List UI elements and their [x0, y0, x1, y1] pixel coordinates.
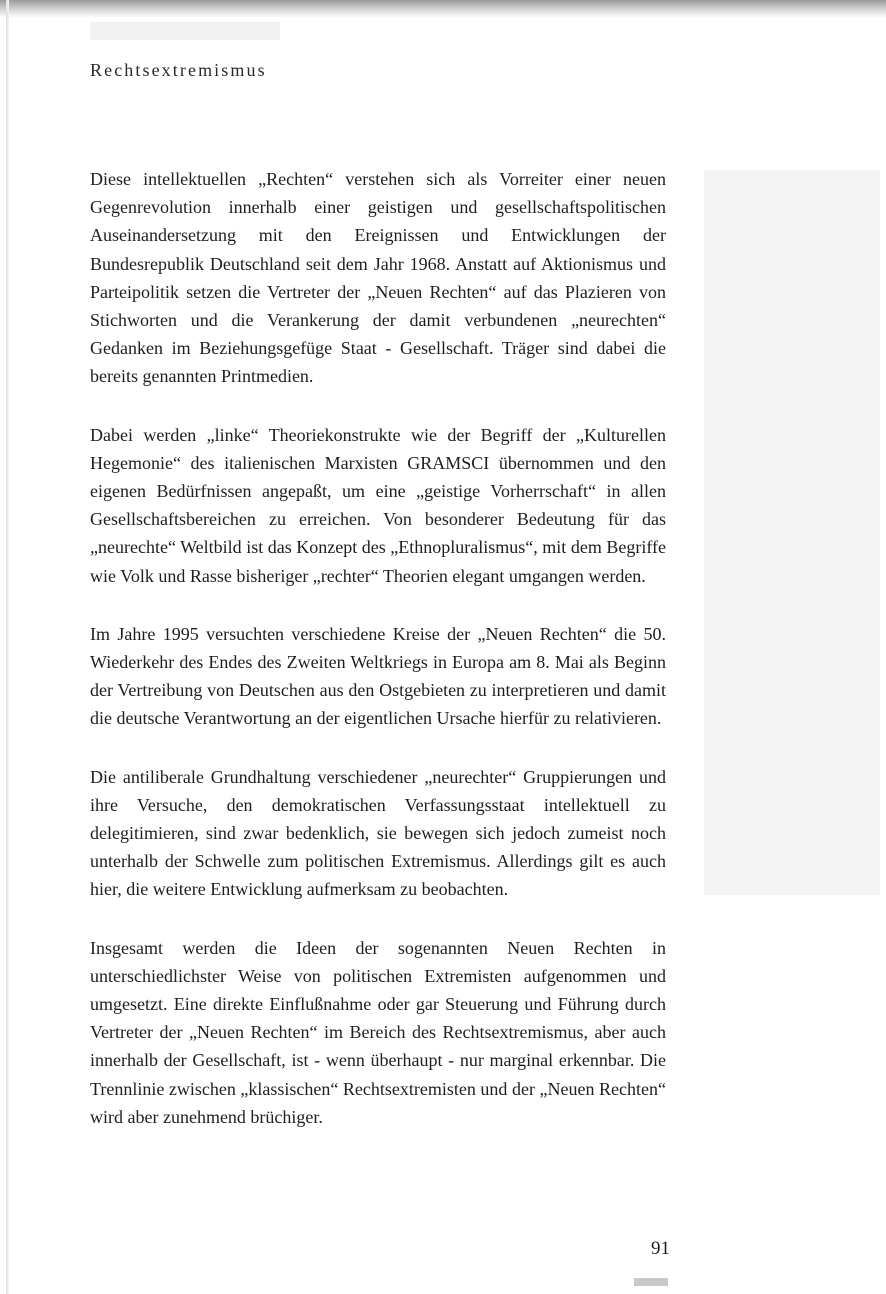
scan-bottom-mark	[634, 1278, 668, 1286]
scan-left-edge	[6, 0, 9, 1294]
paragraph-2: Dabei werden „linke“ Theoriekonstrukte wie der Begriff der „Kulturellen Hegemonie“ des italienischen Marxisten GRAMSCI übernommen und den eigenen Bedürfnissen angepaßt, um eine „geistige Vorherrschaft“ in allen Gesellschaftsbereichen zu erreichen. Von besonderer Bedeutung für das „neurechte“ Weltbild ist das Konzept des „Ethnopluralismus“, mit dem Begriffe wie Volk und Rasse bisheriger „rechter“ Theorien elegant umgangen werden.	[90, 424, 666, 586]
paragraph-5: Insgesamt werden die Ideen der sogenannten Neuen Rechten in unterschiedlichster Weise von politischen Extremisten aufgenommen und umgesetzt. Eine direkte Einflußnahme oder gar Steuerung und Führung durch Vertreter der „Neuen Rechten“ im Bereich des Rechtsextremismus, aber auch innerhalb der Gesellschaft, ist - wenn überhaupt - nur marginal erkennbar. Die Trennlinie zwischen „klassischen“ Rechtsextremisten und der „Neuen Rechten“ wird aber zunehmend brüchiger.	[90, 937, 666, 1127]
scan-top-edge	[0, 0, 886, 18]
scan-side-band	[704, 170, 880, 895]
paragraph-4: Die antiliberale Grundhaltung verschiedener „neurechter“ Gruppierungen und ihre Versuche, den demokratischen Verfassungsstaat intellektuell zu delegitimieren, sind zwar bedenklich, sie bewegen sich jedoch zumeist noch unterhalb der Schwelle zum politischen Extremismus. Allerdings gilt es auch hier, die weitere Entwicklung aufmerksam zu beobachten.	[90, 766, 666, 900]
page-number: 91	[651, 1238, 670, 1259]
paragraph-3: Im Jahre 1995 versuchten verschiedene Kreise der „Neuen Rechten“ die 50. Wiederkehr des Endes des Zweiten Weltkriegs in Europa am 8. Mai als Beginn der Vertreibung von Deutschen aus den Ostgebieten zu interpretieren und damit die deutsche Verantwortung an der eigentlichen Ursache hierfür zu relativieren.	[90, 623, 666, 729]
page-body	[90, 165, 666, 1161]
running-head: Rechtsextremismus	[90, 60, 267, 80]
paragraph-1: Diese intellektuellen „Rechten“ verstehen sich als Vorreiter einer neuen Gegenrevolution innerhalb einer geistigen und gesellschaftspolitischen Auseinandersetzung mit den Ereignissen und Entwicklungen der Bundesrepublik Deutschland seit dem Jahr 1968. Anstatt auf Aktionismus und Parteipolitik setzen die Vertreter der „Neuen Rechten“ auf das Plazieren von Stichworten und die Verankerung der damit verbundenen „neurechten“ Gedanken im Beziehungsgefüge Staat - Gesellschaft. Träger sind dabei die bereits genannten Printmedien.	[90, 169, 666, 387]
scan-smudge	[90, 22, 280, 40]
